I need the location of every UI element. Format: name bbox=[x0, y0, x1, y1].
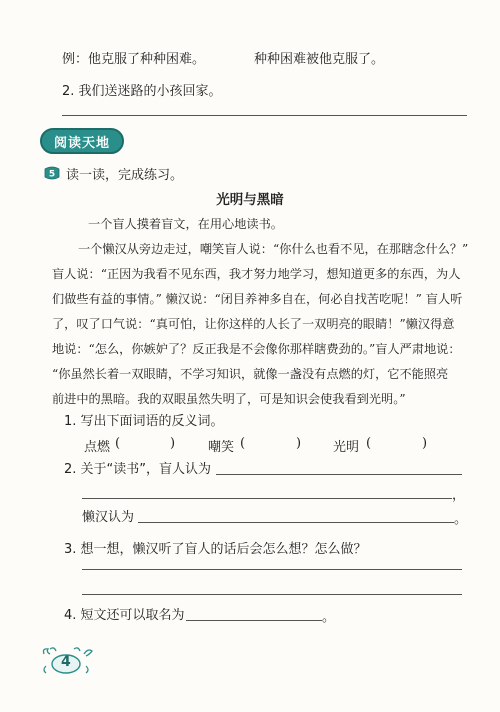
q2-prompt: 2. 关于“读书”，盲人认为 bbox=[64, 462, 212, 477]
antonym-input-1[interactable] bbox=[130, 436, 170, 452]
question-instruction: 读一读，完成练习。 bbox=[66, 168, 184, 183]
paren-close: ) bbox=[296, 436, 302, 451]
answer-line[interactable] bbox=[82, 498, 452, 499]
passage-line: 一个懒汉从旁边走过，嘲笑盲人说：“你什么也看不见，在那瞎念什么？” bbox=[78, 242, 469, 256]
page-number: 4 bbox=[61, 654, 71, 670]
paren-open: ( bbox=[115, 436, 121, 451]
paren-open: ( bbox=[366, 436, 372, 451]
passage-title: 光明与黑暗 bbox=[216, 192, 284, 208]
comma: ， bbox=[452, 488, 466, 503]
answer-line[interactable] bbox=[82, 594, 462, 595]
q3-prompt: 3. 想一想，懒汉听了盲人的话后会怎么想？怎么做？ bbox=[64, 542, 367, 557]
q2-rewrite-sentence: 2. 我们送迷路的小孩回家。 bbox=[62, 84, 222, 99]
passage-line: 们做些有益的事情。” 懒汉说：“闭目养神多自在，何必自找苦吃呢！” 盲人听 bbox=[52, 292, 463, 306]
period: 。 bbox=[322, 610, 336, 625]
example-sentence-passive: 种种困难被他克服了。 bbox=[254, 52, 385, 67]
passage-paragraph-1: 一个盲人摸着盲文，在用心地读书。 bbox=[88, 217, 283, 231]
section-badge-text: 阅读天地 bbox=[53, 135, 110, 151]
question-number: 5 bbox=[48, 169, 56, 180]
answer-line[interactable] bbox=[62, 115, 467, 116]
q1-word-2: 嘲笑 bbox=[208, 440, 235, 455]
passage-paragraph-2 bbox=[52, 237, 472, 412]
q4-prompt: 4. 短文还可以取名为 bbox=[64, 608, 185, 623]
passage-line: “你虽然长着一双眼睛，不学习知识，就像一盏没有点燃的灯，它不能照亮 bbox=[52, 367, 449, 381]
antonym-input-3[interactable] bbox=[382, 436, 422, 452]
answer-line[interactable] bbox=[82, 569, 462, 570]
page-number-badge bbox=[40, 646, 100, 676]
passage-line: 了，叹了口气说：“真可怕，让你这样的人长了一双明亮的眼睛！”懒汉得意 bbox=[52, 317, 455, 331]
q1-word-1: 点燃 bbox=[84, 440, 111, 455]
paren-close: ) bbox=[170, 436, 176, 451]
q1-word-3: 光明 bbox=[333, 440, 360, 455]
paren-open: ( bbox=[240, 436, 246, 451]
answer-line[interactable] bbox=[138, 522, 454, 523]
passage-line: 盲人说：“正因为我看不见东西，我才努力地学习，想知道更多的东西，为人 bbox=[52, 267, 461, 281]
paren-close: ) bbox=[422, 436, 428, 451]
q1-prompt: 1. 写出下面词语的反义词。 bbox=[64, 414, 224, 429]
antonym-input-2[interactable] bbox=[255, 436, 295, 452]
answer-line[interactable] bbox=[186, 620, 322, 621]
lazy-man-label: 懒汉认为 bbox=[82, 510, 135, 525]
question-number-icon bbox=[44, 166, 60, 180]
passage-line: 前进中的黑暗。我的双眼虽然失明了，可是知识会使我看到光明。” bbox=[52, 392, 406, 406]
example-sentence-active: 例：他克服了种种困难。 bbox=[62, 52, 206, 67]
section-badge bbox=[40, 128, 124, 154]
passage-line: 地说：“怎么，你嫉妒了？反正我是不会像你那样瞎费劲的。”盲人严肃地说： bbox=[52, 342, 461, 356]
period: 。 bbox=[454, 512, 468, 527]
answer-line[interactable] bbox=[216, 474, 462, 475]
